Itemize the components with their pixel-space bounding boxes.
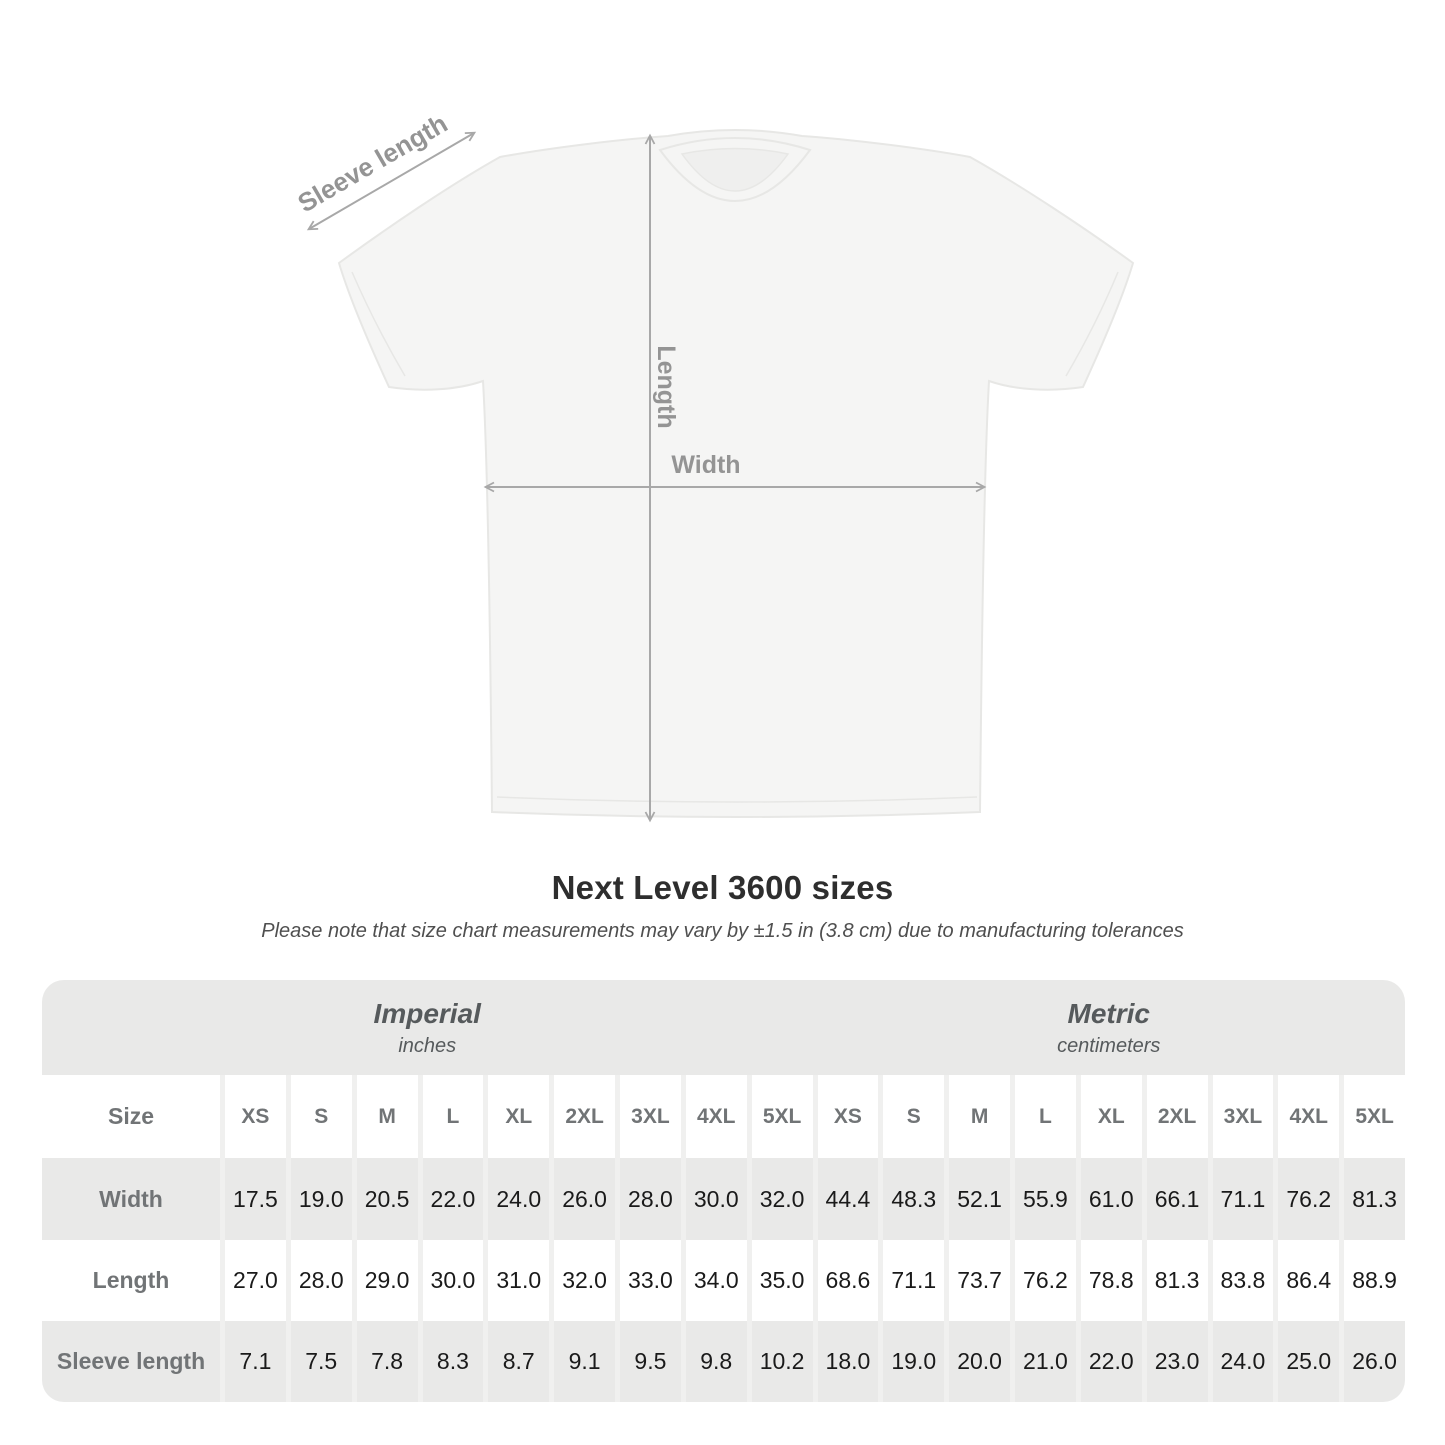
size-header-cell: L <box>418 1075 484 1158</box>
size-table <box>42 980 1405 1402</box>
value-cell: 34.0 <box>681 1240 747 1321</box>
heading-block <box>0 869 1445 943</box>
size-header-cell: 3XL <box>1208 1075 1274 1158</box>
value-cell: 61.0 <box>1076 1158 1142 1240</box>
value-cell: 22.0 <box>418 1158 484 1240</box>
value-cell: 83.8 <box>1208 1240 1274 1321</box>
value-cell: 33.0 <box>615 1240 681 1321</box>
value-cell: 9.1 <box>549 1321 615 1402</box>
value-cell: 26.0 <box>1339 1321 1405 1402</box>
value-cell: 7.8 <box>352 1321 418 1402</box>
metric-unit: centimeters <box>1057 1034 1161 1057</box>
value-cell: 88.9 <box>1339 1240 1405 1321</box>
value-cell: 25.0 <box>1273 1321 1339 1402</box>
value-cell: 22.0 <box>1076 1321 1142 1402</box>
size-header-cell: 4XL <box>681 1075 747 1158</box>
value-cell: 30.0 <box>681 1158 747 1240</box>
size-header-cell: XS <box>220 1075 286 1158</box>
value-cell: 32.0 <box>747 1158 813 1240</box>
value-cell: 9.8 <box>681 1321 747 1402</box>
value-cell: 48.3 <box>878 1158 944 1240</box>
row-label: Sleeve length <box>42 1321 220 1402</box>
length-label: Length <box>652 345 680 429</box>
page-title: Next Level 3600 sizes <box>551 869 894 906</box>
value-cell: 9.5 <box>615 1321 681 1402</box>
value-cell: 10.2 <box>747 1321 813 1402</box>
size-header-cell: 5XL <box>747 1075 813 1158</box>
imperial-label: Imperial <box>373 997 481 1029</box>
row-label: Width <box>42 1158 220 1240</box>
value-cell: 52.1 <box>944 1158 1010 1240</box>
value-cell: 68.6 <box>813 1240 879 1321</box>
value-cell: 31.0 <box>483 1240 549 1321</box>
value-cell: 20.0 <box>944 1321 1010 1402</box>
size-header-cell: 3XL <box>615 1075 681 1158</box>
value-cell: 81.3 <box>1142 1240 1208 1321</box>
size-header-cell: S <box>878 1075 944 1158</box>
value-cell: 19.0 <box>878 1321 944 1402</box>
value-cell: 30.0 <box>418 1240 484 1321</box>
value-cell: 24.0 <box>483 1158 549 1240</box>
tolerance-note: Please note that size chart measurements may vary by ±1.5 in (3.8 cm) due to manufacturing tolerances <box>261 920 1184 942</box>
value-cell: 26.0 <box>549 1158 615 1240</box>
value-cell: 76.2 <box>1273 1158 1339 1240</box>
value-cell: 32.0 <box>549 1240 615 1321</box>
size-header-cell: 5XL <box>1339 1075 1405 1158</box>
size-header-cell: 2XL <box>549 1075 615 1158</box>
value-cell: 19.0 <box>286 1158 352 1240</box>
row-label: Length <box>42 1240 220 1321</box>
value-cell: 20.5 <box>352 1158 418 1240</box>
size-header-cell: S <box>286 1075 352 1158</box>
size-column-header: Size <box>42 1075 220 1158</box>
metric-label: Metric <box>1067 997 1150 1029</box>
value-cell: 28.0 <box>286 1240 352 1321</box>
size-header-cell: XL <box>1076 1075 1142 1158</box>
value-cell: 55.9 <box>1010 1158 1076 1240</box>
value-cell: 24.0 <box>1208 1321 1274 1402</box>
size-header-cell: XS <box>813 1075 879 1158</box>
size-header-cell: XL <box>483 1075 549 1158</box>
value-cell: 78.8 <box>1076 1240 1142 1321</box>
size-header-cell: 2XL <box>1142 1075 1208 1158</box>
value-cell: 81.3 <box>1339 1158 1405 1240</box>
value-cell: 28.0 <box>615 1158 681 1240</box>
size-header-cell: M <box>944 1075 1010 1158</box>
size-table-grid <box>42 1075 1405 1402</box>
sleeve-length-label: Sleeve length <box>292 108 453 219</box>
metric-group-header <box>813 980 1406 1075</box>
value-cell: 17.5 <box>220 1158 286 1240</box>
value-cell: 73.7 <box>944 1240 1010 1321</box>
imperial-group-header <box>42 980 813 1075</box>
value-cell: 29.0 <box>352 1240 418 1321</box>
width-label: Width <box>671 451 741 479</box>
value-cell: 86.4 <box>1273 1240 1339 1321</box>
value-cell: 23.0 <box>1142 1321 1208 1402</box>
unit-group-header-row <box>42 980 1405 1075</box>
value-cell: 8.3 <box>418 1321 484 1402</box>
value-cell: 71.1 <box>1208 1158 1274 1240</box>
imperial-unit: inches <box>398 1034 457 1057</box>
size-header-cell: L <box>1010 1075 1076 1158</box>
size-header-cell: 4XL <box>1273 1075 1339 1158</box>
value-cell: 76.2 <box>1010 1240 1076 1321</box>
value-cell: 21.0 <box>1010 1321 1076 1402</box>
value-cell: 35.0 <box>747 1240 813 1321</box>
value-cell: 44.4 <box>813 1158 879 1240</box>
value-cell: 18.0 <box>813 1321 879 1402</box>
value-cell: 71.1 <box>878 1240 944 1321</box>
size-header-cell: M <box>352 1075 418 1158</box>
value-cell: 66.1 <box>1142 1158 1208 1240</box>
value-cell: 7.1 <box>220 1321 286 1402</box>
value-cell: 27.0 <box>220 1240 286 1321</box>
value-cell: 8.7 <box>483 1321 549 1402</box>
value-cell: 7.5 <box>286 1321 352 1402</box>
